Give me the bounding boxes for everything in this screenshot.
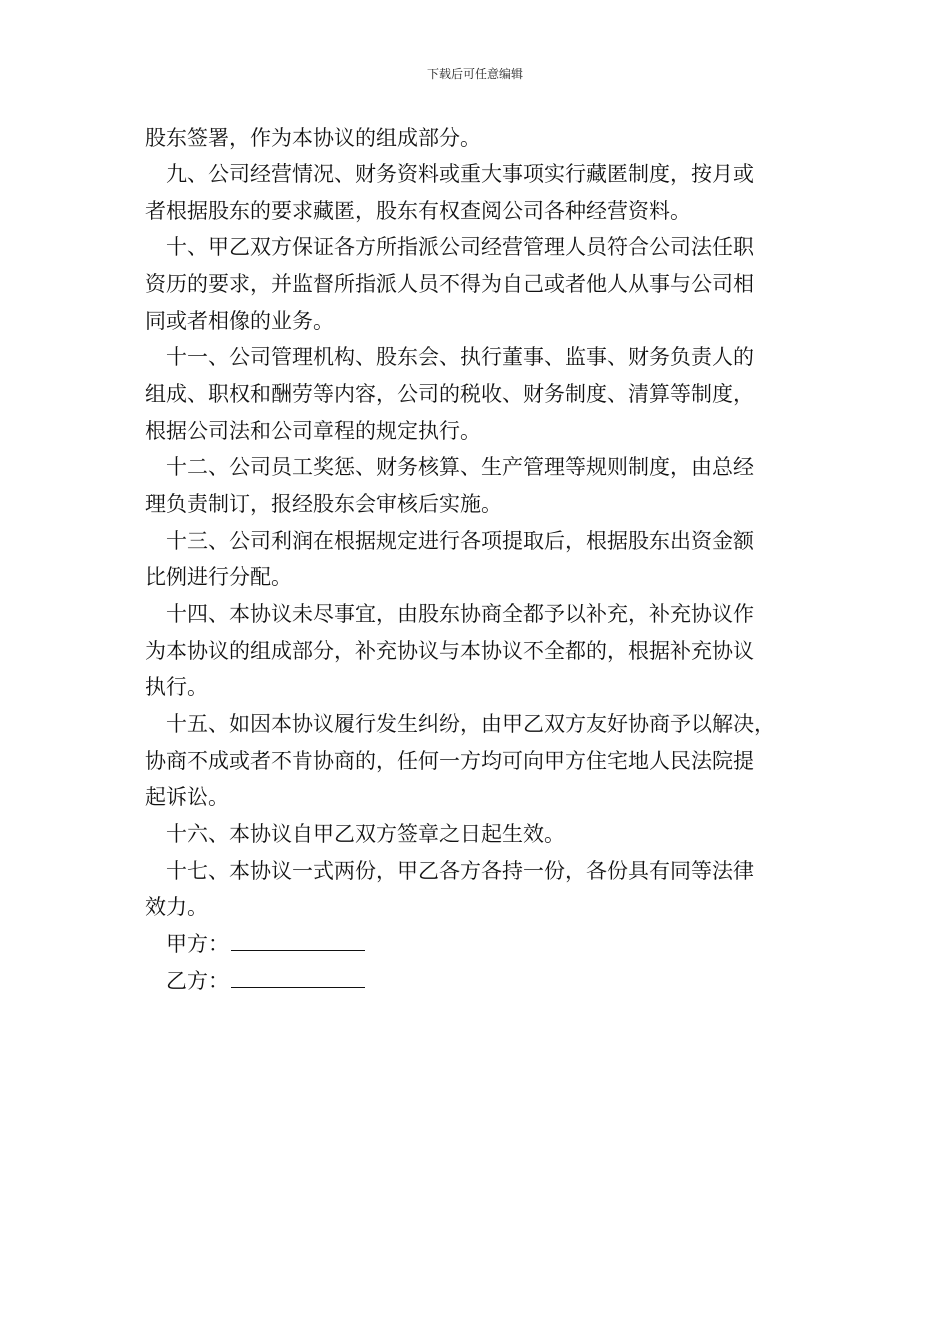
clause-11-line: 根据公司法和公司章程的规定执行。 xyxy=(145,419,481,443)
party-a-signature xyxy=(166,930,365,958)
clause-13-line: 十三、公司利润在根据规定进行各项提取后，根据股东出资金额 xyxy=(166,529,754,553)
clause-9-line: 者根据股东的要求藏匿，股东有权查阅公司各种经营资料。 xyxy=(145,199,691,223)
clause-17-line: 效力。 xyxy=(145,895,208,919)
agreement-text-line: 股东签署，作为本协议的组成部分。 xyxy=(145,126,481,150)
clause-10-line: 同或者相像的业务。 xyxy=(145,309,334,333)
clause-14-line: 为本协议的组成部分，补充协议与本协议不全都的，根据补充协议 xyxy=(145,639,754,663)
clause-12-line: 十二、公司员工奖惩、财务核算、生产管理等规则制度，由总经 xyxy=(166,455,754,479)
clause-15-line: 起诉讼。 xyxy=(145,785,229,809)
clause-14-line: 执行。 xyxy=(145,675,208,699)
clause-14-line: 十四、本协议未尽事宜，由股东协商全都予以补充，补充协议作 xyxy=(166,602,754,626)
clause-11-line: 十一、公司管理机构、股东会、执行董事、监事、财务负责人的 xyxy=(166,345,754,369)
clause-15-line: 协商不成或者不肯协商的，任何一方均可向甲方住宅地人民法院提 xyxy=(145,749,754,773)
party-b-signature-blank xyxy=(231,967,365,988)
clause-10-line: 十、甲乙双方保证各方所指派公司经营管理人员符合公司法任职 xyxy=(166,235,754,259)
clause-16-line: 十六、本协议自甲乙双方签章之日起生效。 xyxy=(166,822,565,846)
clause-9-line: 九、公司经营情况、财务资料或重大事项实行藏匿制度，按月或 xyxy=(166,162,754,186)
clause-12-line: 理负责制订，报经股东会审核后实施。 xyxy=(145,492,502,516)
party-a-signature-blank xyxy=(231,930,365,951)
page-header: 下载后可任意编辑 xyxy=(426,67,523,81)
clause-11-line: 组成、职权和酬劳等内容，公司的税收、财务制度、清算等制度， xyxy=(145,382,754,406)
clause-13-line: 比例进行分配。 xyxy=(145,565,292,589)
party-b-label: 乙方： xyxy=(166,969,229,993)
party-b-signature xyxy=(166,967,365,995)
party-a-label: 甲方： xyxy=(166,932,229,956)
clause-15-line: 十五、如因本协议履行发生纠纷，由甲乙双方友好协商予以解决， xyxy=(166,712,775,736)
clause-17-line: 十七、本协议一式两份，甲乙各方各持一份，各份具有同等法律 xyxy=(166,859,754,883)
clause-10-line: 资历的要求，并监督所指派人员不得为自己或者他人从事与公司相 xyxy=(145,272,754,296)
